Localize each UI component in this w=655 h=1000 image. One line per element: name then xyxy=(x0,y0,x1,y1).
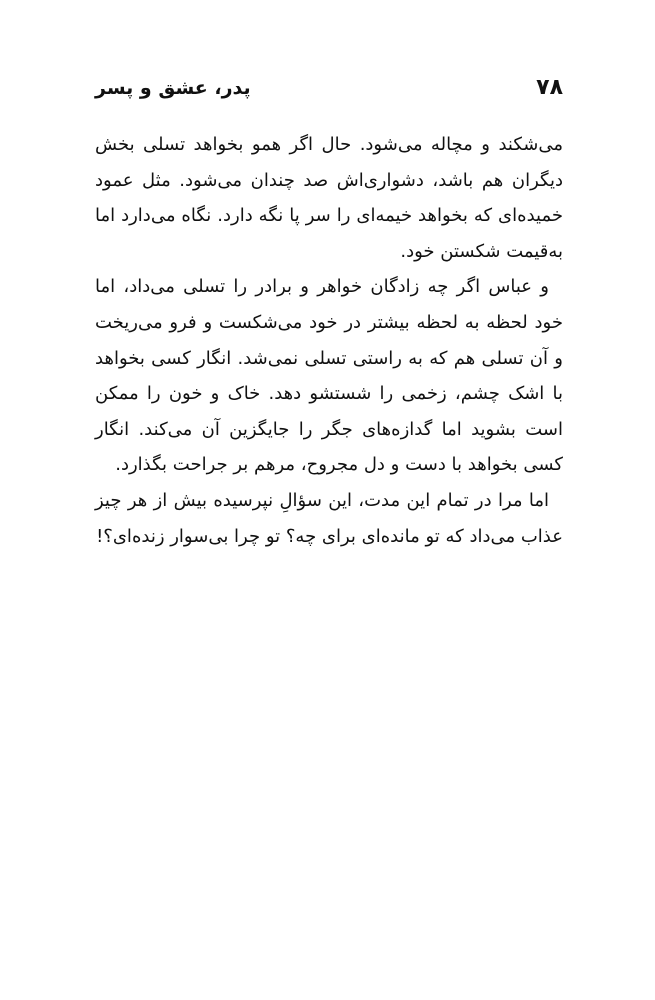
paragraph: اما مرا در تمام این مدت، این سؤالِ نپرسیده بیش از هر چیز عذاب می‌داد که تو مانده‌ای برای چه؟ تو چرا بی‌سوار زنده‌ای؟! xyxy=(95,489,563,547)
paragraph: می‌شکند و مچاله می‌شود. حال اگر همو بخواهد تسلی بخش دیگران هم باشد، دشواری‌اش صد چندان می‌شود. مثل عمود خمیده‌ای که بخواهد خیمه‌ای را سر پا نگه دارد. نگاه می‌دارد اما به‌قیمت شکستن خود. xyxy=(95,134,563,262)
paragraph: و عباس اگر چه زادگان خواهر و برادر را تسلی می‌داد، اما خود لحظه به لحظه بیشتر در خود می‌شکست و فرو می‌ریخت و آن تسلی هم که به راستی تسلی نمی‌شد. انگار کسی بخواهد با اشک چشم، زخمی را شستشو دهد. خاک و خون را ممکن است بشوید اما گدازه‌های جگر را جایگزین آن می‌کند. انگار کسی بخواهد با دست و دل مجروح، مرهم بر جراحت بگذارد. xyxy=(95,276,563,476)
body-text xyxy=(95,127,563,554)
page-header xyxy=(95,74,563,108)
page-number: ۷۸ xyxy=(536,75,563,100)
running-title: پدر، عشق و پسر xyxy=(95,77,251,99)
